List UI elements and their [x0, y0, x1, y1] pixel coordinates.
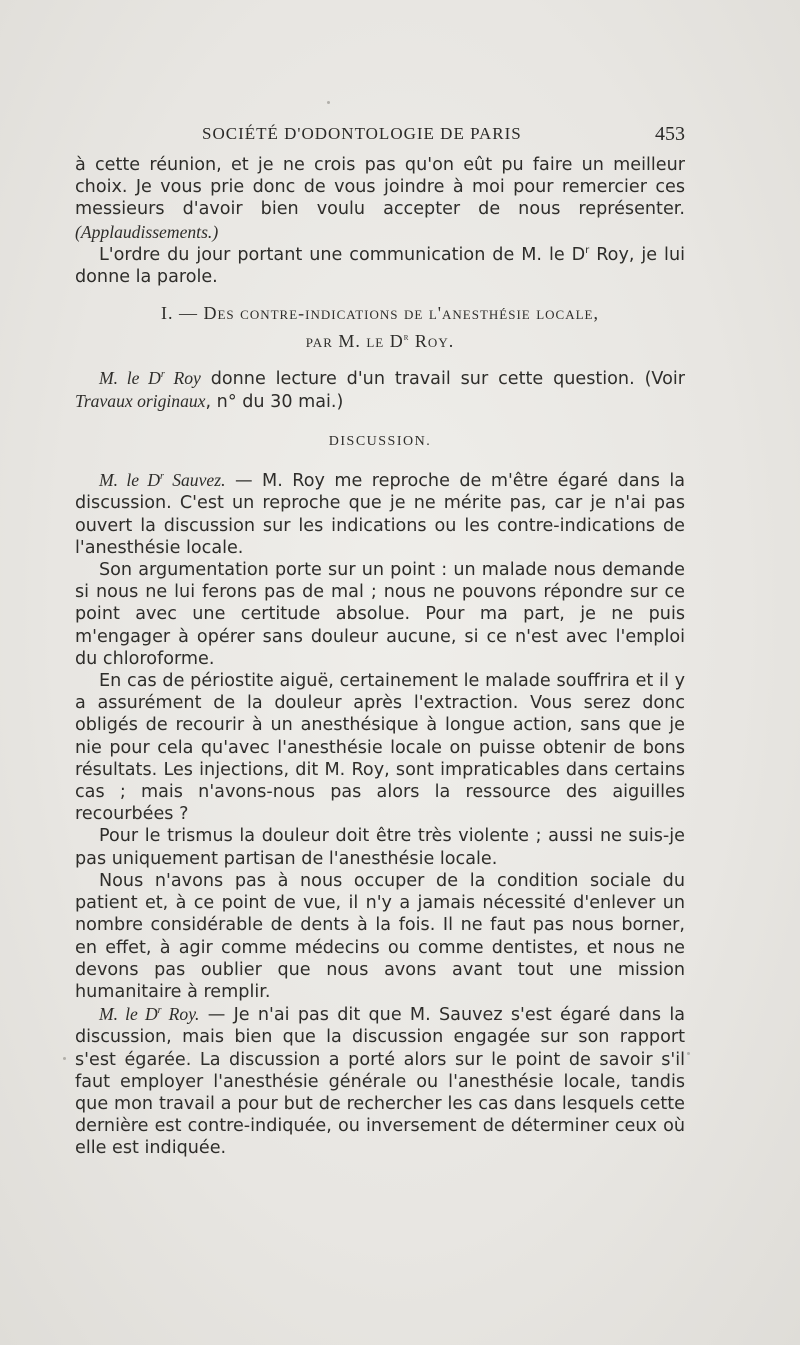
superscript: r	[403, 332, 410, 344]
speaker-name-part: M. le D	[99, 470, 161, 491]
paragraph	[75, 1003, 685, 1159]
paragraph-text: — M. Roy me reproche de m'être égaré dans la discussion. C'est un reproche que je ne mérite pas, car je n'ai pas ouvert la discussion sur les indications ou les contre-indications de l'anesthésie locale.	[75, 471, 686, 558]
speaker-name-part: M. le D	[99, 1004, 158, 1025]
speaker-name	[99, 1004, 199, 1024]
ink-speck	[327, 101, 330, 104]
section-heading-line2: par M. le D	[305, 331, 404, 352]
superscript: r	[585, 244, 590, 256]
paragraph-text: , n° du 30 mai.)	[205, 391, 344, 412]
speaker-name-part: Sauvez.	[163, 470, 226, 491]
section-heading	[75, 302, 685, 324]
paragraph: Son argumentation porte sur un point : un malade nous demande si nous ne lui ferons pas de mal ; nous ne pouvons répondre sur ce point avec une certitude absolue. Pour ma part, je ne puis m'engager à opérer sans douleur aucune, si ce n'est avec l'emploi du chloroforme.	[75, 560, 685, 669]
paragraph: Nous n'avons pas à nous occuper de la condition sociale du patient et, à ce point de vue, il n'y a jamais nécessité d'enlever un nombre considérable de dents à la fois. Il ne faut pas nous borner, en effet, à agir comme médecins ou comme dentistes, et nous ne devons pas oublier que nous avons avant tout une mission humanitaire à remplir.	[75, 870, 685, 1002]
section-heading-line1: I. — Des contre-indications de l'anesthésie locale,	[161, 303, 599, 324]
paragraph-text: à cette réunion, et je ne crois pas qu'on eût pu faire un meilleur choix. Je vous prie donc de vous joindre à moi pour remercier ces messieurs d'avoir bien voulu accepter de nous représenter.	[75, 155, 685, 220]
body-text	[75, 154, 685, 1160]
ink-speck	[63, 1057, 66, 1060]
superscript: r	[160, 471, 164, 483]
superscript: r	[160, 368, 165, 380]
section-heading-name: Roy.	[409, 331, 455, 352]
applause-note: (Applaudissements.)	[75, 221, 219, 242]
superscript: r	[157, 1005, 162, 1017]
paragraph: Pour le trismus la douleur doit être très violente ; aussi ne suis-je pas uniquement partisan de l'anesthésie locale.	[75, 826, 685, 869]
speaker-name	[99, 368, 201, 388]
paragraph	[75, 469, 685, 559]
section-heading-author	[75, 330, 685, 352]
discussion-heading: DISCUSSION.	[328, 434, 432, 450]
paragraph	[75, 367, 685, 413]
ink-speck	[687, 1052, 690, 1055]
paragraph: En cas de périostite aiguë, certainement le malade souffrira et il y a assurément de la douleur après l'extraction. Vous serez donc obligés de recourir à un anesthésique à longue action, sans que je nie pour cela qu'avec l'anesthésie locale on puisse obtenir de bons résultats. Les injections, dit M. Roy, sont impraticables dans certains cas ; mais n'avons-nous pas alors la ressource des aiguilles recourbées ?	[75, 671, 685, 825]
speaker-name-part: M. le D	[99, 367, 161, 388]
paragraph-text: Roy, je lui donne la parole.	[75, 244, 685, 288]
paragraph	[75, 154, 685, 244]
paragraph-text: — Je n'ai pas dit que M. Sauvez s'est égaré dans la discussion, mais bien que la discussion engagée sur son rapport s'est égarée. La discussion a porté alors sur le point de savoir s'il faut employer l'anesthésie générale ou l'anesthésie locale, tandis que mon travail a pour but de rechercher les cas dans lesquels cette dernière est contre-indiquée, ou inversement de déterminer ceux où elle est indiquée.	[75, 1005, 685, 1159]
speaker-name-part: Roy	[164, 367, 201, 388]
paragraph-text: donne lecture d'un travail sur cette question. (Voir	[200, 368, 685, 389]
page-number: 453	[655, 123, 685, 145]
paragraph-text: L'ordre du jour portant une communication de M. le D	[99, 244, 586, 265]
running-title: SOCIÉTÉ D'ODONTOLOGIE DE PARIS	[202, 124, 522, 143]
paragraph	[75, 244, 685, 288]
speaker-name	[99, 470, 225, 490]
speaker-name-part: Roy.	[161, 1004, 200, 1025]
reference-title: Travaux originaux	[75, 390, 206, 411]
running-header	[80, 124, 685, 148]
